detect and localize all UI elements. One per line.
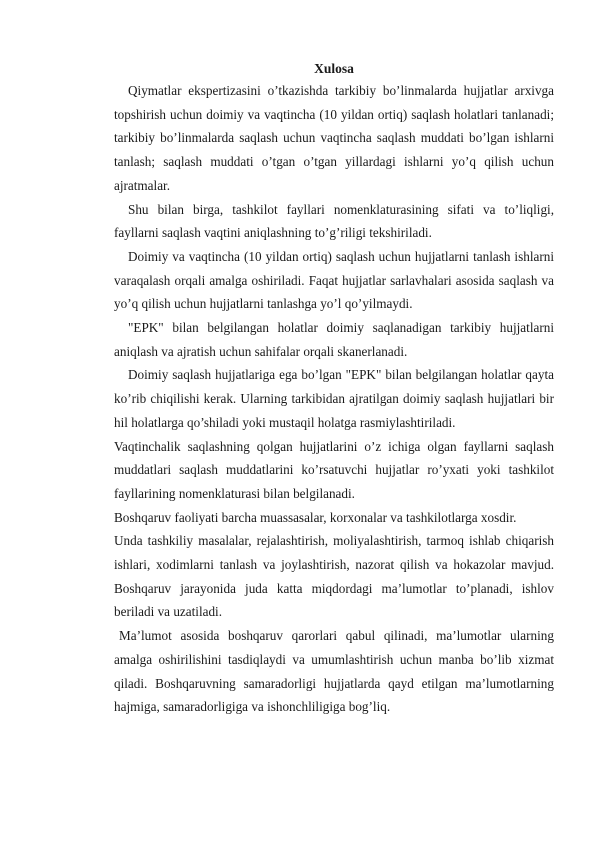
paragraph-6: Vaqtinchalik saqlashning qolgan hujjatlarini o’z ichiga olgan fayllarni saqlash muddatlari saqlash muddatlarini ko’rsatuvchi hujjatlar ro’yxati yoki tashkilot fayllarining nomenklaturasi bilan belgilanadi. — [114, 438, 554, 501]
paragraph-1: Qiymatlar ekspertizasini o’tkazishda tarkibiy bo’linmalarda hujjatlar arxivga topshirish uchun doimiy va vaqtincha (10 yildan ortiq) saqlash holatlari tanlanadi; tarkibiy bo’linmalarda saqlash uchun vaqtincha saqlash muddati bo’lgan ishlarni tanlash; saqlash muddati o’tgan o’tgan yillardagi ishlarni yo’q qilish uchun ajratmalar. — [114, 83, 554, 193]
paragraph-5: Doimiy saqlash hujjatlariga ega bo’lgan "EPK" bilan belgilangan holatlar qayta ko’rib chiqilishi kerak. Ularning tarkibidan ajratilgan doimiy saqlash hujjatlari bir hil holatlarga qo’shiladi yoki mustaqil holatga rasmiylashtiriladi. — [114, 367, 554, 430]
paragraph-9: Ma’lumot asosida boshqaruv qarorlari qabul qilinadi, ma’lumotlar ularning amalga oshirilishini tasdiqlaydi va umumlashtirish uchun manba bo’lib xizmat qiladi. Boshqaruvning samaradorligi hujjatlarda qayd etilgan ma’lumotlarning hajmiga, samaradorligiga va ishonchliligiga bog’liq. — [114, 628, 554, 715]
paragraph-7: Boshqaruv faoliyati barcha muassasalar, korxonalar va tashkilotlarga xosdir. — [114, 509, 517, 525]
paragraph-2: Shu bilan birga, tashkilot fayllari nomenklaturasining sifati va to’liqligi, fayllarni saqlash vaqtini aniqlashning to’g’riligi tekshiriladi. — [114, 201, 554, 241]
paragraph-8: Unda tashkiliy masalalar, rejalashtirish, moliyalashtirish, tarmoq ishlab chiqarish ishlari, xodimlarni tanlash va joylashtirish, nazorat qilish va hokazolar mavjud. Boshqaruv jarayonida juda katta miqdordagi ma’lumotlar to’planadi, ishlov beriladi va uzatiladi. — [114, 533, 554, 620]
document-page — [114, 58, 554, 719]
document-title: Xulosa — [314, 61, 354, 76]
paragraph-4: "EPK" bilan belgilangan holatlar doimiy saqlanadigan tarkibiy hujjatlarni aniqlash va ajratish uchun sahifalar orqali skanerlanadi. — [114, 320, 554, 359]
paragraph-3: Doimiy va vaqtincha (10 yildan ortiq) saqlash uchun hujjatlarni tanlash ishlarni varaqalash orqali amalga oshiriladi. Faqat hujjatlar sarlavhalari asosida saqlash va yo’q qilish uchun hujjatlarni tanlashga yo’l qo’yilmaydi. — [114, 248, 554, 312]
